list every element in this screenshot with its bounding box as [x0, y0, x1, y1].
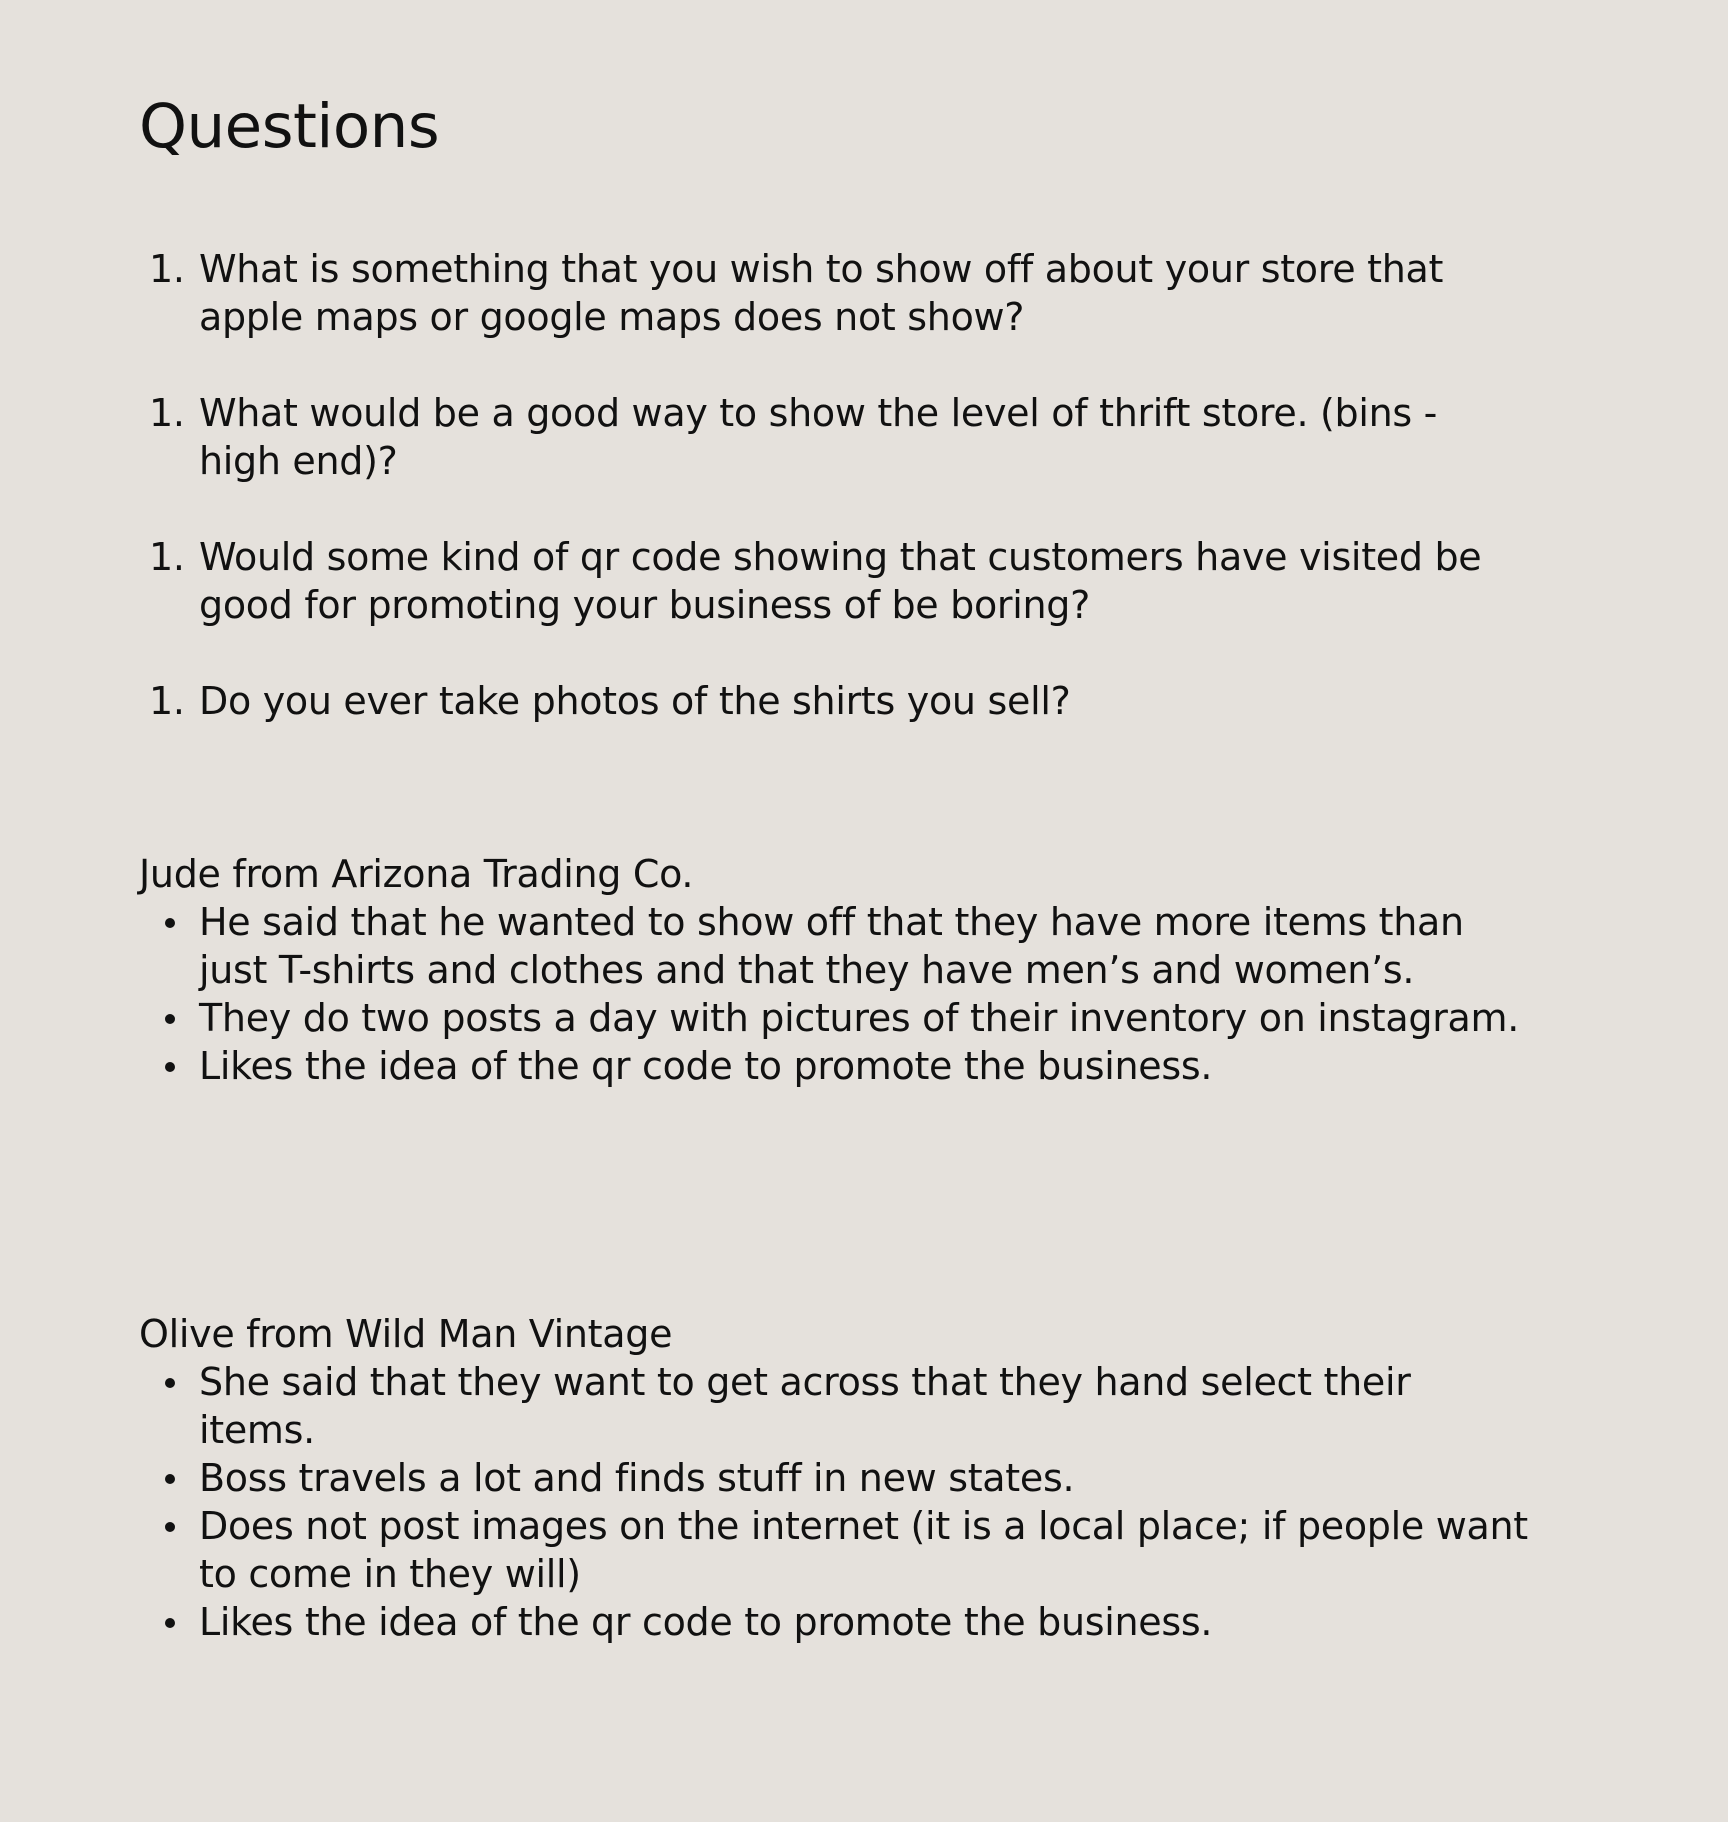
- bullet-icon: [165, 1014, 175, 1024]
- question-number: 1.: [149, 391, 185, 435]
- interview-notes: [139, 1358, 1539, 1646]
- note-item: [139, 1042, 1529, 1090]
- bullet-icon: [165, 918, 175, 928]
- page-title: Questions: [139, 91, 440, 162]
- interview-heading: Olive from Wild Man Vintage: [139, 1312, 673, 1356]
- question-text: What is something that you wish to show off about your store that apple maps or google maps does not show?: [199, 247, 1444, 339]
- question-text: Would some kind of qr code showing that customers have visited be good for promoting your business of be boring?: [199, 535, 1482, 627]
- question-text: Do you ever take photos of the shirts you sell?: [199, 679, 1071, 723]
- note-item: [139, 994, 1529, 1042]
- note-item: [139, 1454, 1529, 1502]
- note-text: They do two posts a day with pictures of their inventory on instagram.: [199, 996, 1520, 1040]
- note-item: [139, 898, 1529, 994]
- note-text: Boss travels a lot and finds stuff in new states.: [199, 1456, 1075, 1500]
- note-item: [139, 1502, 1529, 1598]
- interview-olive: [139, 1310, 1539, 1646]
- interview-heading: Jude from Arizona Trading Co.: [139, 852, 694, 896]
- question-number: 1.: [149, 679, 185, 723]
- questions-list: [139, 245, 1482, 725]
- bullet-icon: [165, 1522, 175, 1532]
- note-text: Does not post images on the internet (it is a local place; if people want to come in they will): [199, 1504, 1528, 1596]
- question-number: 1.: [149, 535, 185, 579]
- question-item: [139, 533, 1529, 629]
- note-text: He said that he wanted to show off that they have more items than just T-shirts and clothes and that they have men’s and women’s.: [199, 900, 1464, 992]
- note-text: She said that they want to get across that they hand select their items.: [199, 1360, 1411, 1452]
- note-text: Likes the idea of the qr code to promote the business.: [199, 1044, 1213, 1088]
- interview-jude: [139, 850, 1539, 1090]
- question-number: 1.: [149, 247, 185, 291]
- question-item: [139, 677, 1529, 725]
- bullet-icon: [165, 1062, 175, 1072]
- question-item: [139, 389, 1529, 485]
- bullet-icon: [165, 1474, 175, 1484]
- bullet-icon: [165, 1378, 175, 1388]
- note-text: Likes the idea of the qr code to promote the business.: [199, 1600, 1213, 1644]
- question-item: [139, 245, 1529, 341]
- note-item: [139, 1358, 1529, 1454]
- question-text: What would be a good way to show the level of thrift store. (bins - high end)?: [199, 391, 1438, 483]
- bullet-icon: [165, 1618, 175, 1628]
- interview-notes: [139, 898, 1539, 1090]
- note-item: [139, 1598, 1529, 1646]
